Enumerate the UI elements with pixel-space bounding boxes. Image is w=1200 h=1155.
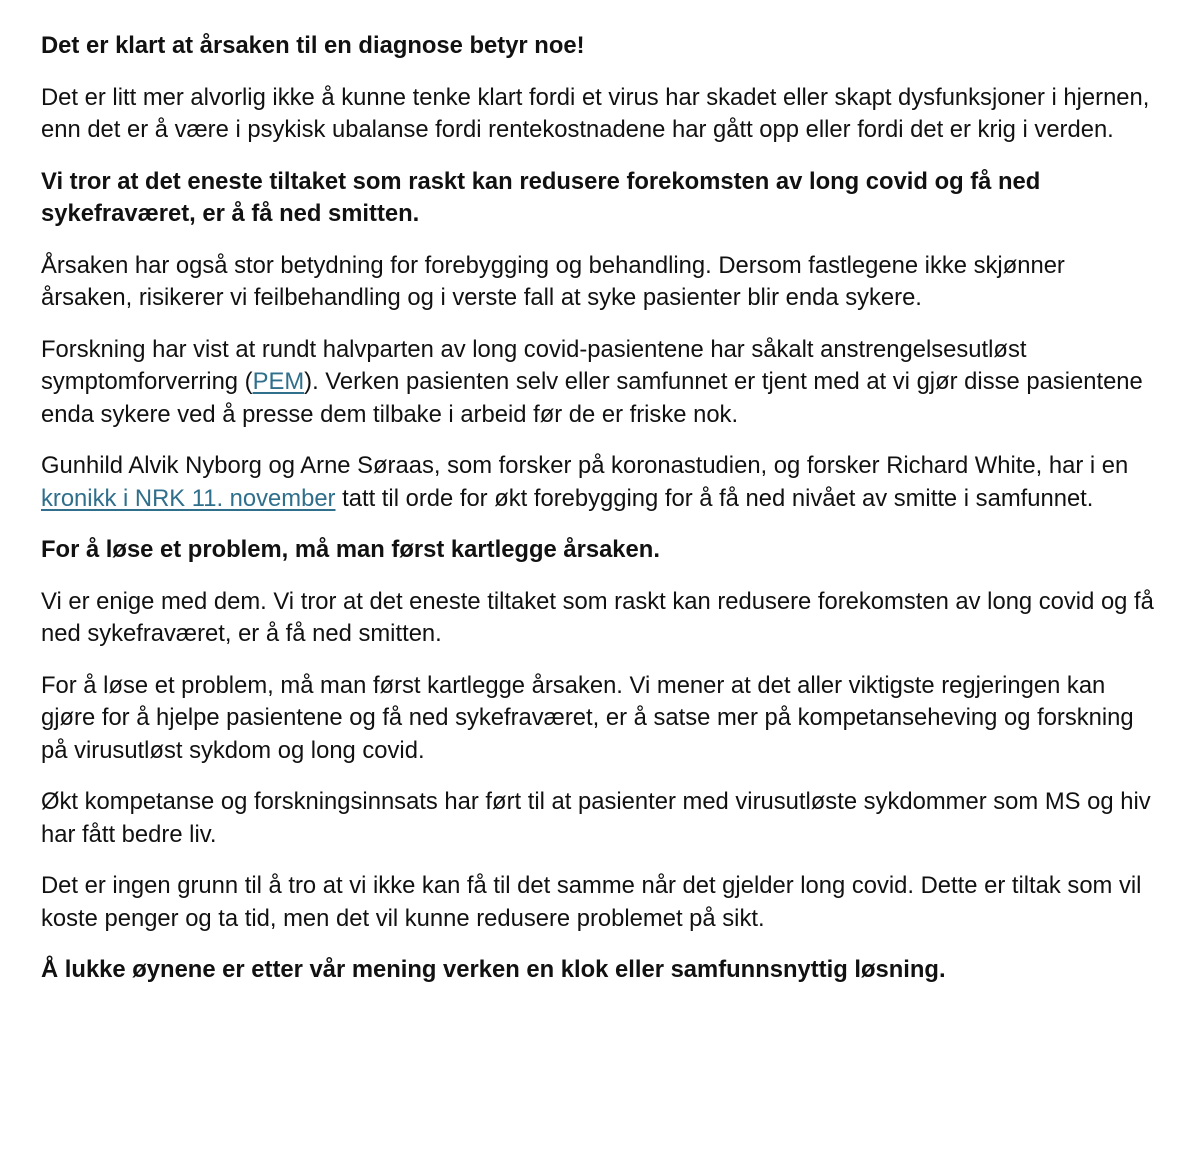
paragraph-prevention-treatment: Årsaken har også stor betydning for forebygging og behandling. Dersom fastlegene ikke skjønner årsaken, risikerer vi feilbehandling og i verste fall at syke pasienter blir enda sykere.: [41, 251, 1065, 311]
paragraph-nrk-op-ed: [41, 450, 1161, 515]
paragraph-ms-hiv: Økt kompetanse og forskningsinnsats har ført til at pasienter med virusutløste sykdommer som MS og hiv har fått bedre liv.: [41, 788, 1151, 848]
paragraph-agreement: Vi er enige med dem. Vi tror at det eneste tiltaket som raskt kan redusere forekomsten av long covid og få ned sykefraværet, er å få ned smitten.: [41, 587, 1154, 647]
bold-statement-diagnosis: Det er klart at årsaken til en diagnose betyr noe!: [41, 32, 585, 59]
paragraph-competence-research: For å løse et problem, må man først kartlegge årsaken. Vi mener at det aller viktigste regjeringen kan gjøre for å hjelpe pasientene og få ned sykefraværet, er å satse mer på kompetanseheving og forskning på virusutløst sykdom og long covid.: [41, 671, 1134, 764]
bold-statement-closing: Å lukke øynene er etter vår mening verken en klok eller samfunnsnyttig løsning.: [41, 956, 946, 983]
article-body: [41, 30, 1161, 1006]
bold-statement-reduce-infection: Vi tror at det eneste tiltaket som raskt kan redusere forekomsten av long covid og få ned sykefraværet, er å få ned smitten.: [41, 167, 1041, 227]
paragraph-brain-dysfunction: Det er litt mer alvorlig ikke å kunne tenke klart fordi et virus har skadet eller skapt dysfunksjoner i hjernen, enn det er å være i psykisk ubalanse fordi rentekostnadene har gått opp eller fordi det er krig i verden.: [41, 83, 1150, 143]
pem-text-before: Forskning har vist at rundt halvparten av long covid-pasientene har såkalt anstrengelsesutløst symptomforverring (: [41, 335, 1027, 395]
pem-text-after: ). Verken pasienten selv eller samfunnet er tjent med at vi gjør disse pasientene enda sykere ved å presse dem tilbake i arbeid før de er friske nok.: [41, 368, 1143, 428]
bold-statement-map-cause: For å løse et problem, må man først kartlegge årsaken.: [41, 536, 660, 563]
op-ed-text-before: Gunhild Alvik Nyborg og Arne Søraas, som forsker på koronastudien, og forsker Richard White, har i en: [41, 452, 1129, 479]
paragraph-long-covid-future: Det er ingen grunn til å tro at vi ikke kan få til det samme når det gjelder long covid. Dette er tiltak som vil koste penger og ta tid, men det vil kunne redusere problemet på sikt.: [41, 872, 1142, 932]
pem-link[interactable]: PEM: [252, 368, 305, 395]
paragraph-pem-research: [41, 334, 1161, 432]
nrk-op-ed-link[interactable]: kronikk i NRK 11. november: [41, 484, 336, 512]
op-ed-text-after: tatt til orde for økt forebygging for å få ned nivået av smitte i samfunnet.: [335, 484, 1094, 512]
